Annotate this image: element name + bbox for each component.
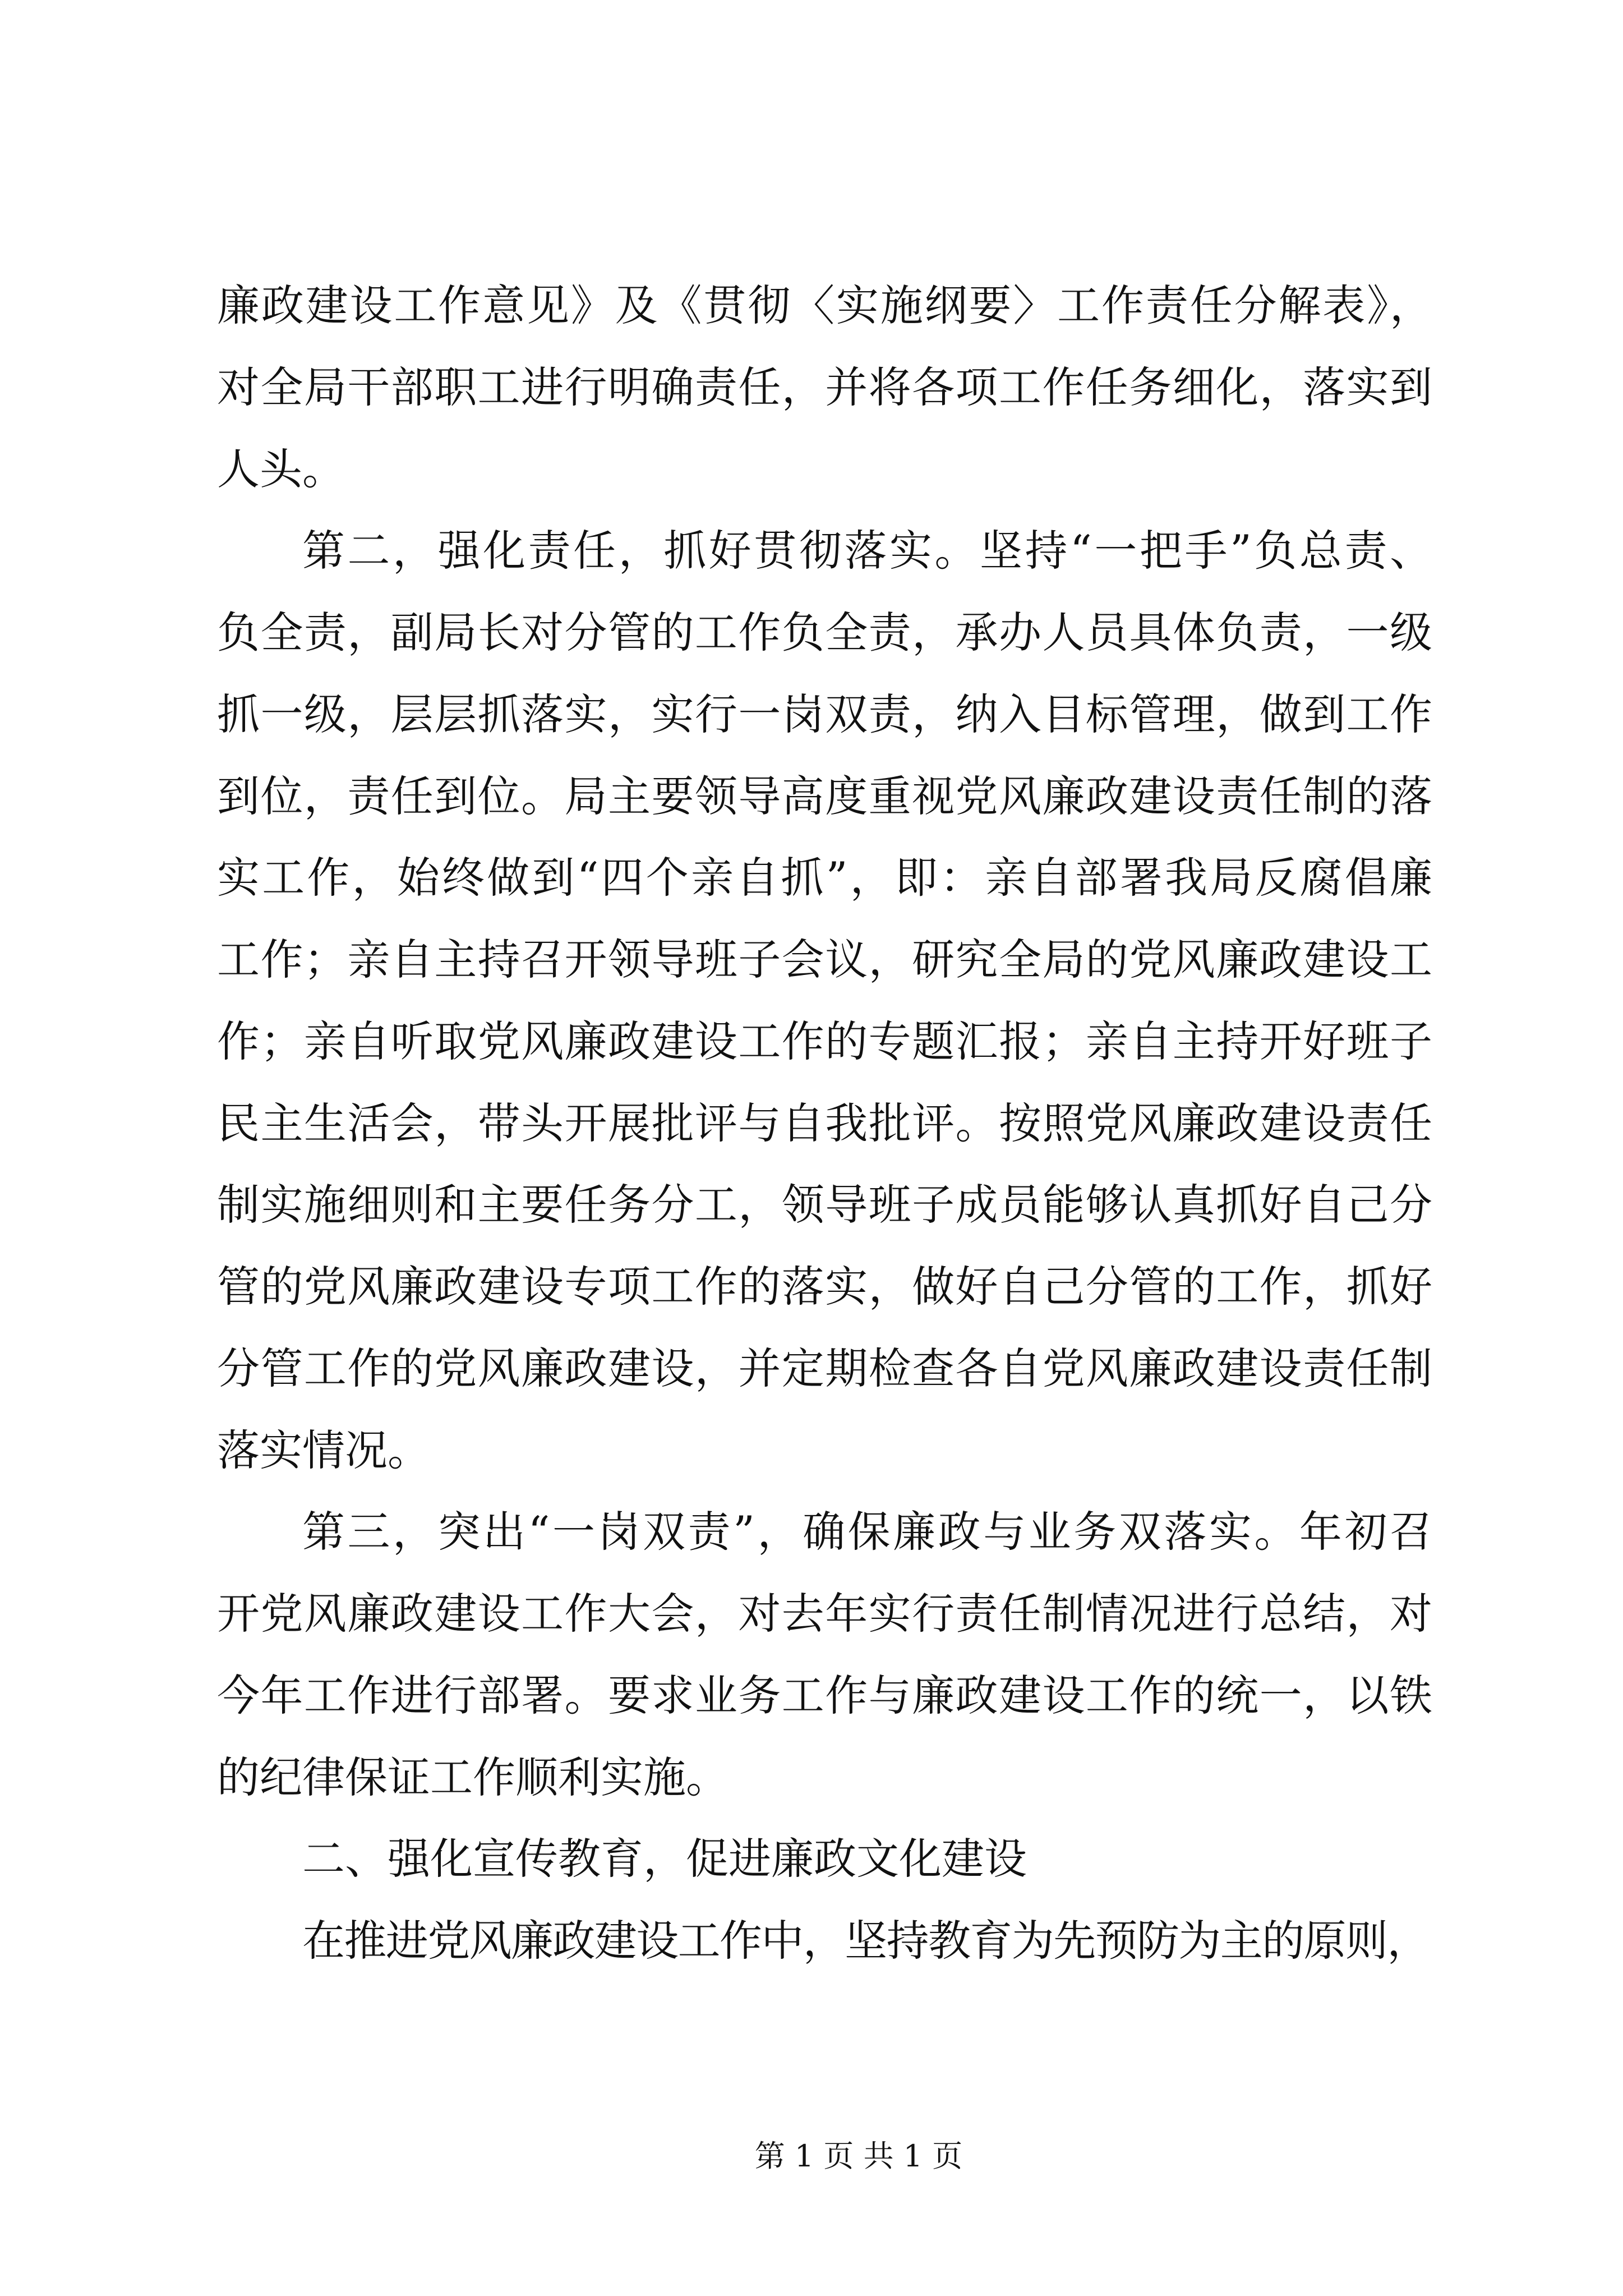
text-line: 今年工作进行部署。要求业务工作与廉政建设工作的统一，以铁 <box>217 1670 1432 1720</box>
text-line: 管的党风廉政建设专项工作的落实，做好自己分管的工作，抓好 <box>217 1262 1432 1312</box>
page-footer: 第 1 页 共 1 页 <box>754 2138 963 2174</box>
text-line: 开党风廉政建设工作大会，对去年实行责任制情况进行总结，对 <box>217 1589 1432 1639</box>
text-line: 在推进党风廉政建设工作中，坚持教育为先预防为主的原则， <box>302 1916 1429 1966</box>
document-body <box>217 265 1432 1982</box>
text-line: 人头。 <box>217 444 345 494</box>
text-line: 的纪律保证工作顺利实施。 <box>217 1752 728 1802</box>
text-line: 作；亲自听取党风廉政建设工作的专题汇报；亲自主持开好班子 <box>217 1016 1432 1066</box>
text-line: 制实施细则和主要任务分工，领导班子成员能够认真抓好自己分 <box>217 1180 1432 1230</box>
paragraph <box>217 1900 1432 1982</box>
text-line: 第三，突出“一岗双责”，确保廉政与业务双落实。年初召 <box>302 1507 1432 1557</box>
text-line: 负全责，副局长对分管的工作负全责，承办人员具体负责，一级 <box>217 608 1432 657</box>
text-line: 工作；亲自主持召开领导班子会议，研究全局的党风廉政建设工 <box>217 935 1432 984</box>
text-line: 第二，强化责任，抓好贯彻落实。坚持“一把手”负总责、 <box>302 526 1432 576</box>
text-line: 抓一级，层层抓落实，实行一岗双责，纳入目标管理，做到工作 <box>217 689 1432 739</box>
text-line: 对全局干部职工进行明确责任，并将各项工作任务细化，落实到 <box>217 362 1432 412</box>
heading-line: 二、强化宣传教育，促进廉政文化建设 <box>302 1834 1027 1884</box>
text-line: 民主生活会，带头开展批评与自我批评。按照党风廉政建设责任 <box>217 1098 1432 1148</box>
paragraph <box>217 265 1432 510</box>
text-line: 到位，责任到位。局主要领导高度重视党风廉政建设责任制的落 <box>217 771 1432 821</box>
paragraph <box>217 1491 1432 1818</box>
paragraph <box>217 510 1432 1491</box>
text-line: 廉政建设工作意见》及《贯彻〈实施纲要〉工作责任分解表》， <box>217 280 1432 330</box>
text-line: 实工作，始终做到“四个亲自抓”，即：亲自部署我局反腐倡廉 <box>217 853 1432 903</box>
text-line: 分管工作的党风廉政建设，并定期检查各自党风廉政建设责任制 <box>217 1343 1432 1393</box>
text-line: 落实情况。 <box>217 1425 430 1475</box>
section-heading <box>217 1818 1432 1900</box>
